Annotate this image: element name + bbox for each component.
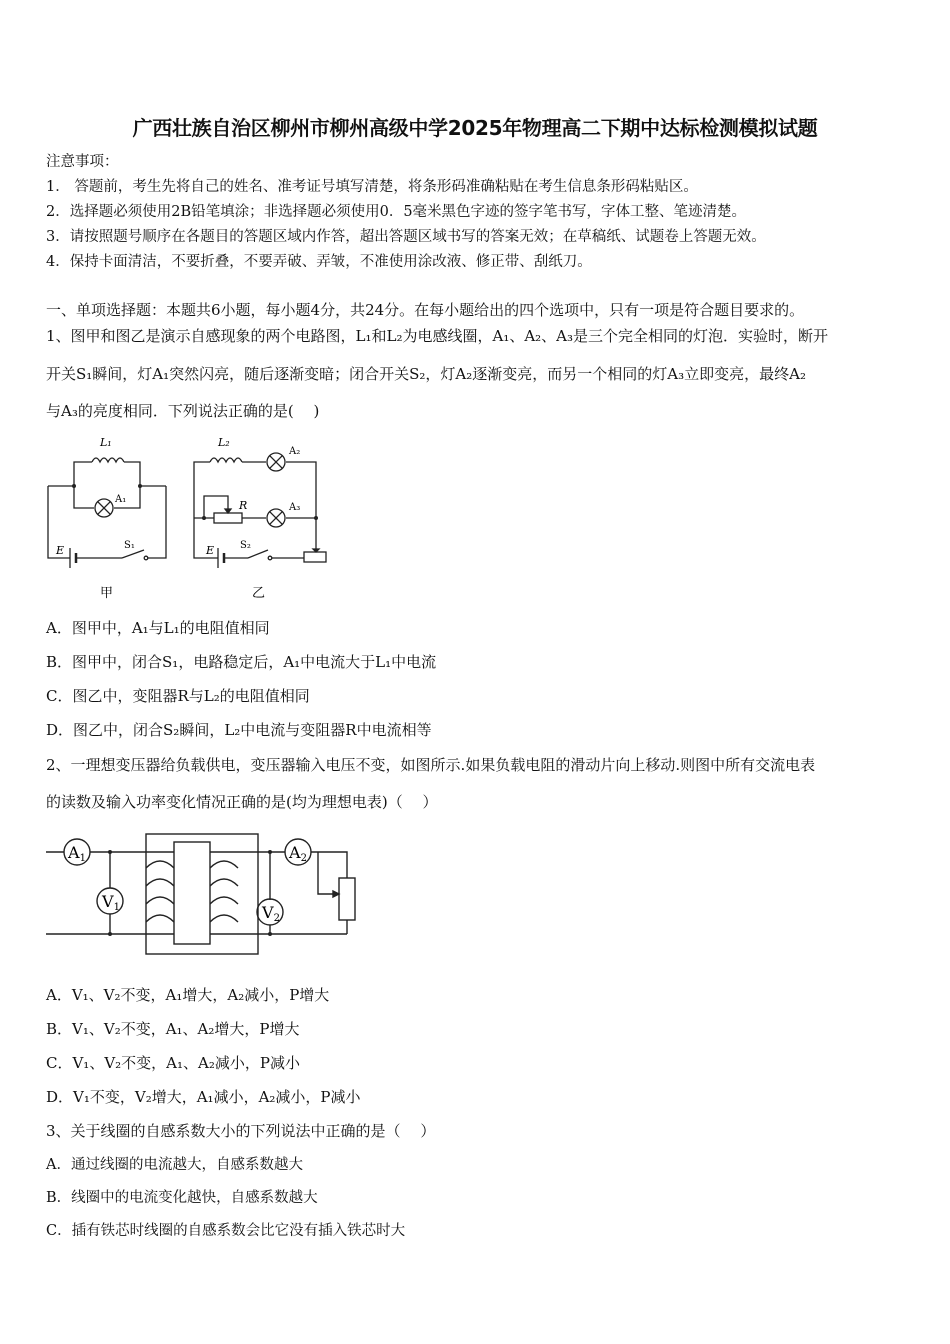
notice-heading: 注意事项： [46, 154, 119, 170]
question-1-stem-line: 与A₃的亮度相同．下列说法正确的是( ) [46, 402, 320, 420]
switch-label: S₁ [124, 540, 135, 551]
question-2-option: A．V₁、V₂不变，A₁增大，A₂减小，P增大 [46, 986, 330, 1004]
notice-item: 4．保持卡面清洁，不要折叠，不要弄破、弄皱，不准使用涂改液、修正带、刮纸刀。 [46, 254, 592, 270]
circuit-diagram-jia [44, 432, 174, 602]
question-1-option: A．图甲中，A₁与L₁的电阻值相同 [46, 619, 270, 637]
question-1-option: B．图甲中，闭合S₁，电路稳定后，A₁中电流大于L₁中电流 [46, 653, 437, 671]
ammeter-a2-label: A2 [289, 843, 307, 864]
notice-item: 3．请按照题号顺序在各题目的答题区域内作答，超出答题区域书写的答案无效；在草稿纸、试题卷上答题无效。 [46, 229, 766, 245]
question-3-option: A．通过线圈的电流越大，自感系数越大 [46, 1157, 303, 1173]
voltmeter-v1-label: V1 [102, 892, 120, 913]
figure-caption: 乙 [252, 586, 266, 601]
battery-label: E [56, 544, 65, 557]
figure-caption: 甲 [100, 586, 114, 601]
voltmeter-v2-label: V2 [262, 903, 280, 924]
section-heading: 一、单项选择题：本题共6小题，每小题4分，共24分。在每小题给出的四个选项中，只有一项是符合题目要求的。 [46, 301, 805, 319]
question-2-option: D．V₁不变，V₂增大，A₁减小，A₂减小，P减小 [46, 1088, 361, 1106]
question-3-option: C．插有铁芯时线圈的自感系数会比它没有插入铁芯时大 [46, 1223, 406, 1239]
question-2-option: C．V₁、V₂不变，A₁、A₂减小，P减小 [46, 1054, 300, 1072]
notice-item: 2．选择题必须使用2B铅笔填涂；非选择题必须使用0．5毫米黑色字迹的签字笔书写，字体工整、笔迹清楚。 [46, 204, 747, 220]
lamp-label: A₁ [115, 494, 127, 505]
question-2-option: B．V₁、V₂不变，A₁、A₂增大，P增大 [46, 1020, 300, 1038]
lamp-label: A₃ [289, 502, 301, 513]
transformer-diagram [44, 828, 364, 963]
question-2-stem-line: 2、一理想变压器给负载供电，变压器输入电压不变，如图所示.如果负载电阻的滑动片向上移动.则图中所有交流电表 [46, 756, 816, 774]
question-1-option: D．图乙中，闭合S₂瞬间，L₂中电流与变阻器R中电流相等 [46, 721, 432, 739]
question-3-stem: 3、关于线圈的自感系数大小的下列说法中正确的是（ ） [46, 1122, 436, 1140]
rheostat-label: R [239, 499, 248, 512]
question-2-stem-line: 的读数及输入功率变化情况正确的是(均为理想电表)（ ） [46, 793, 438, 811]
inductor-label: L₂ [218, 436, 230, 449]
notice-item: 1． 答题前，考生先将自己的姓名、准考证号填写清楚，将条形码准确粘贴在考生信息条形码粘贴区。 [46, 179, 698, 195]
lamp-label: A₂ [289, 446, 301, 457]
switch-label: S₂ [240, 540, 251, 551]
ammeter-a1-label: A1 [68, 843, 86, 864]
question-1-stem-line: 开关S₁瞬间，灯A₁突然闪亮，随后逐渐变暗；闭合开关S₂，灯A₂逐渐变亮，而另一个相同的灯A₃立即变亮，最终A₂ [46, 365, 806, 383]
circuit-diagram-yi [188, 432, 328, 602]
battery-label: E [206, 544, 215, 557]
question-1-stem-line: 1、图甲和图乙是演示自感现象的两个电路图，L₁和L₂为电感线圈，A₁、A₂、A₃是三个完全相同的灯泡．实验时，断开 [46, 327, 829, 345]
page-title: 广西壮族自治区柳州市柳州高级中学2025年物理高二下期中达标检测模拟试题 [132, 116, 818, 140]
inductor-label: L₁ [100, 436, 112, 449]
question-1-option: C．图乙中，变阻器R与L₂的电阻值相同 [46, 687, 310, 705]
question-3-option: B．线圈中的电流变化越快，自感系数越大 [46, 1190, 318, 1206]
